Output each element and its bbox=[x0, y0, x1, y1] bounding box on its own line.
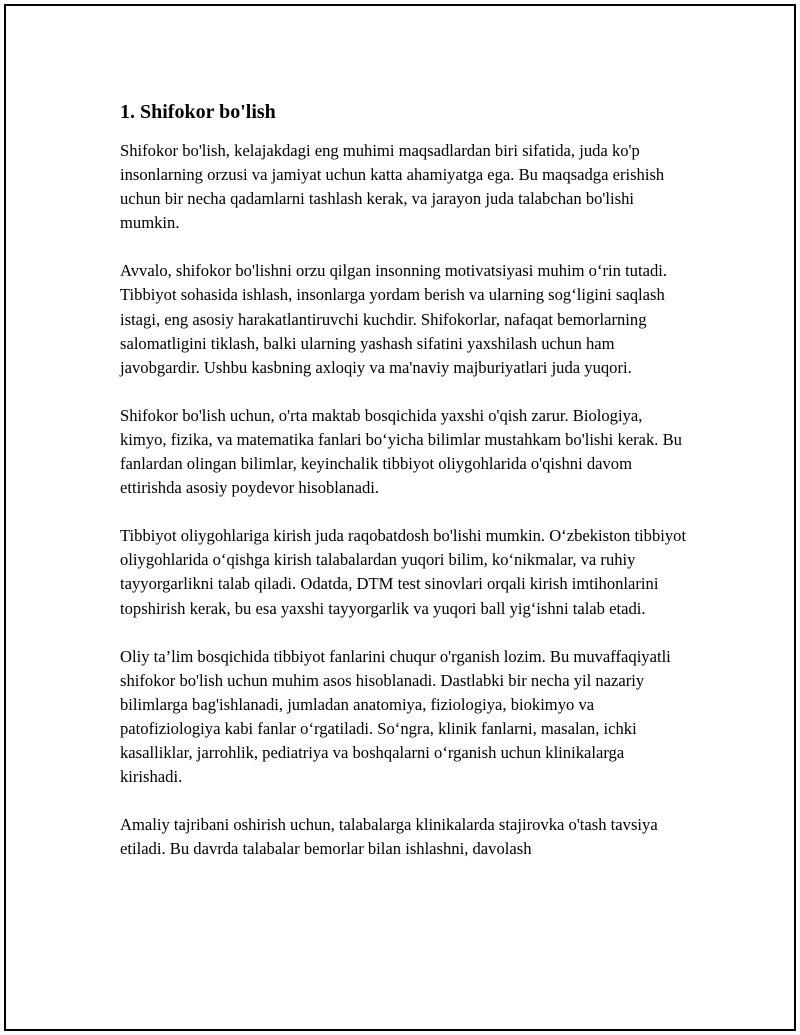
document-page bbox=[4, 4, 796, 1031]
paragraph: Avvalo, shifokor bo'lishni orzu qilgan insonning motivatsiyasi muhim o‘rin tutadi. Tibbiyot sohasida ishlash, insonlarga yordam berish va ularning sog‘ligini saqlash istagi, eng asosiy harakatlantiruvchi kuchdir. Shifokorlar, nafaqat bemorlarning salomatligini tiklash, balki ularning yashash sifatini yaxshilash uchun ham javobgardir. Ushbu kasbning axloqiy va ma'naviy majburiyatlari juda yuqori. bbox=[120, 261, 668, 377]
paragraph: Shifokor bo'lish uchun, o'rta maktab bosqichida yaxshi o'qish zarur. Biologiya, kimyo, fizika, va matematika fanlari bo‘yicha bilimlar mustahkam bo'lishi kerak. Bu fanlardan olingan bilimlar, keyinchalik tibbiyot oliygohlarida o'qishni davom ettirishda asosiy poydevor hisoblanadi. bbox=[120, 405, 682, 498]
paragraph: Oliy ta’lim bosqichida tibbiyot fanlarini chuqur o'rganish lozim. Bu muvaffaqiyatli shifokor bo'lish uchun muhim asos hisoblanadi. Dastlabki bir necha yil nazariy bilimlarga bag'ishlanadi, jumladan anatomiya, fiziologiya, biokimyo va patofiziologiya kabi fanlar o‘rgatiladi. So‘ngra, klinik fanlarni, masalan, ichki kasalliklar, jarrohlik, pediatriya va boshqalarni o‘rganish uchun klinikalarga kirishadi. bbox=[120, 646, 671, 787]
paragraph: Shifokor bo'lish, kelajakdagi eng muhimi maqsadlardan biri sifatida, juda ko'p insonlarning orzusi va jamiyat uchun katta ahamiyatga ega. Bu maqsadga erishish uchun bir necha qadamlarni tashlash kerak, va jarayon juda talabchan bo'lishi mumkin. bbox=[120, 141, 665, 233]
section-heading: 1. Shifokor bo'lish bbox=[120, 101, 276, 123]
paragraph: Tibbiyot oliygohlariga kirish juda raqobatdosh bo'lishi mumkin. O‘zbekiston tibbiyot oliygohlarida o‘qishga kirish talabalardan yuqori bilim, ko‘nikmalar, va ruhiy tayyorgarlikni talab qiladi. Odatda, DTM test sinovlari orqali kirish imtihonlarini topshirish kerak, bu esa yaxshi tayyorgarlik va yuqori ball yig‘ishni talab etadi. bbox=[120, 526, 687, 618]
paragraph: Amaliy tajribani oshirish uchun, talabalarga klinikalarda stajirovka o'tash tavsiya etiladi. Bu davrda talabalar bemorlar bilan ishlashni, davolash bbox=[120, 815, 658, 859]
document-body bbox=[120, 98, 690, 885]
